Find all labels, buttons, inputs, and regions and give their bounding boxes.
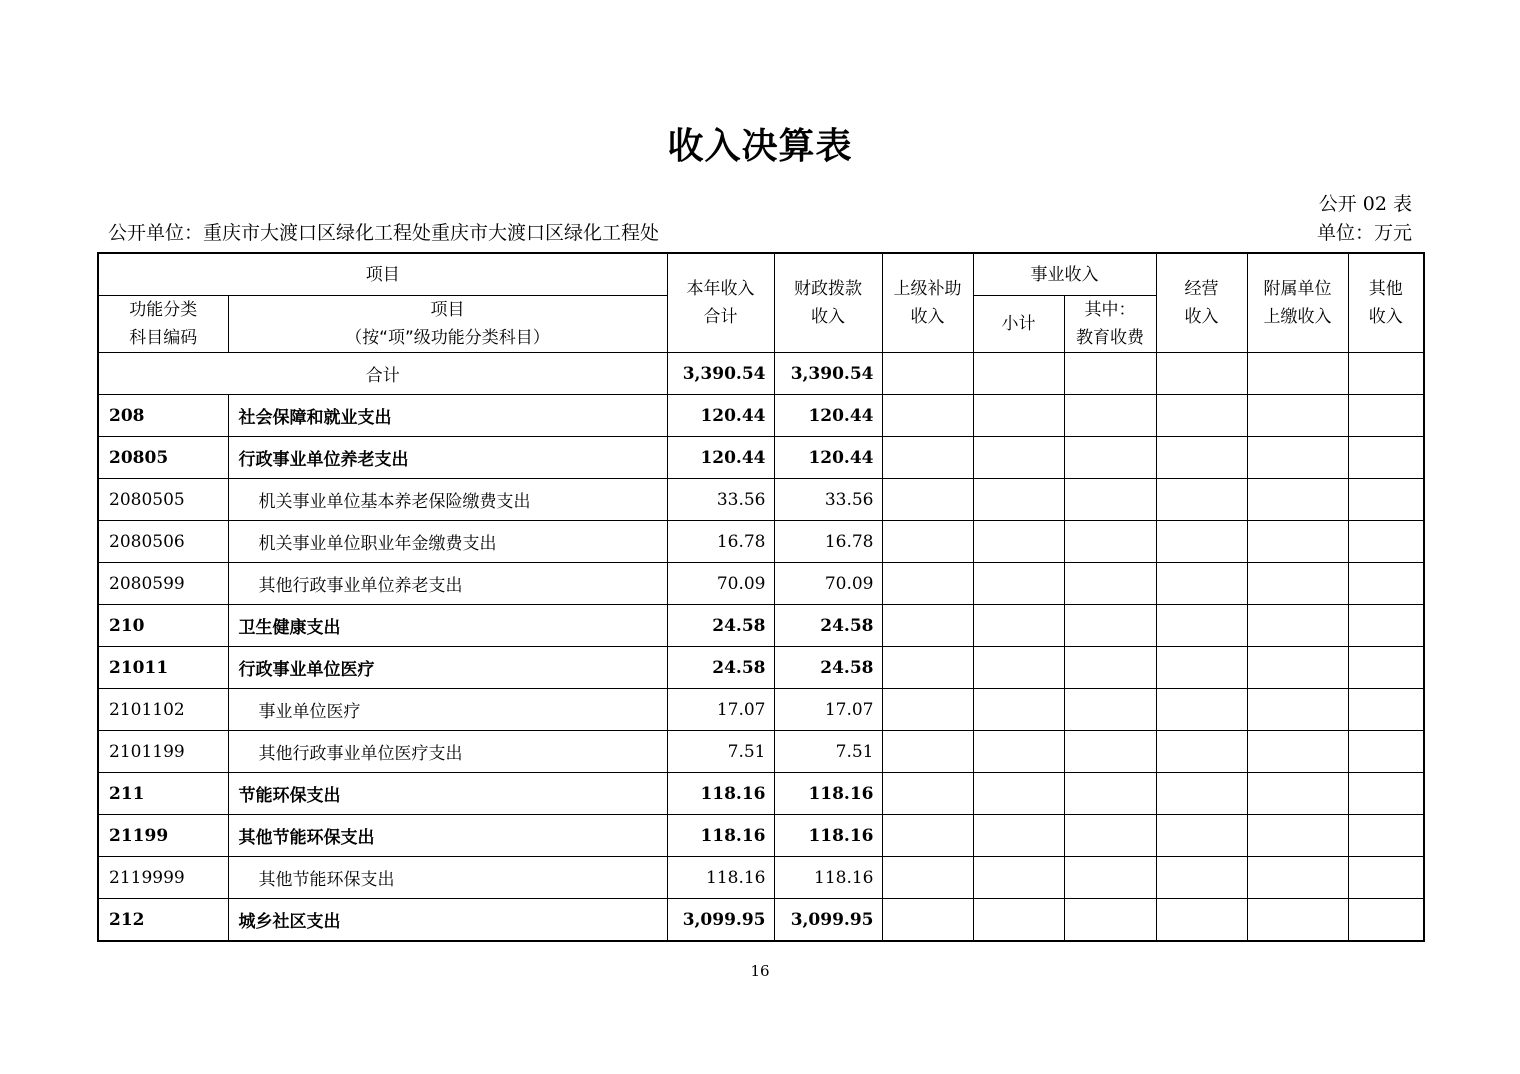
header-edu-line2: 教育收费: [1076, 328, 1144, 348]
header-fiscal-line2: 收入: [811, 307, 845, 327]
measure-unit: 单位：万元: [1316, 222, 1412, 244]
row-name: 行政事业单位养老支出: [228, 437, 667, 479]
row-fiscal: 24.58: [774, 605, 882, 647]
row-name: 节能环保支出: [228, 773, 667, 815]
row-code: 20805: [98, 437, 228, 479]
row-total-income: 118.16: [667, 773, 774, 815]
row-fiscal: 118.16: [774, 857, 882, 899]
header-other-line2: 收入: [1368, 307, 1403, 327]
table-row: [98, 689, 1424, 731]
row-total-income: 120.44: [667, 437, 774, 479]
row-name: 其他行政事业单位医疗支出: [228, 731, 667, 773]
header-item: [228, 296, 667, 353]
row-total-income: 33.56: [667, 479, 774, 521]
header-affiliated-line2: 上缴收入: [1263, 307, 1332, 327]
header-func-code-line1: 功能分类: [129, 300, 198, 320]
row-name: 事业单位医疗: [228, 689, 667, 731]
header-total-income: [667, 253, 774, 353]
table-row: [98, 773, 1424, 815]
header-operating-line1: 经营: [1184, 279, 1219, 299]
row-total-income: 118.16: [667, 815, 774, 857]
doc-code: 公开 02 表: [1318, 193, 1412, 215]
header-edu: [1064, 296, 1156, 353]
row-name: 行政事业单位医疗: [228, 647, 667, 689]
header-other-line1: 其他: [1368, 279, 1403, 299]
page-number: 16: [750, 962, 770, 980]
row-fiscal: 33.56: [774, 479, 882, 521]
row-name: 机关事业单位基本养老保险缴费支出: [228, 479, 667, 521]
row-code: 2080505: [98, 479, 228, 521]
header-affiliated: [1247, 253, 1348, 353]
table-row: [98, 563, 1424, 605]
total-income-value: 3,390.54: [667, 353, 774, 395]
row-name: 其他节能环保支出: [228, 815, 667, 857]
table-row: [98, 479, 1424, 521]
header-business: 事业收入: [973, 253, 1156, 296]
header-superior: [882, 253, 973, 353]
row-code: 2080506: [98, 521, 228, 563]
row-code: 210: [98, 605, 228, 647]
row-fiscal: 24.58: [774, 647, 882, 689]
row-code: 2080599: [98, 563, 228, 605]
table-row: [98, 899, 1424, 942]
row-name: 城乡社区支出: [228, 899, 667, 942]
header-subtotal: 小计: [973, 296, 1064, 353]
row-total-income: 120.44: [667, 395, 774, 437]
row-code: 21011: [98, 647, 228, 689]
header-func-code: [98, 296, 228, 353]
row-fiscal: 120.44: [774, 437, 882, 479]
total-label: 合计: [98, 353, 667, 395]
row-total-income: 24.58: [667, 605, 774, 647]
table-row: [98, 437, 1424, 479]
table-row: [98, 731, 1424, 773]
row-fiscal: 7.51: [774, 731, 882, 773]
header-edu-line1: 其中：: [1084, 300, 1136, 320]
row-code: 2119999: [98, 857, 228, 899]
row-total-income: 7.51: [667, 731, 774, 773]
header-fiscal-line1: 财政拨款: [794, 279, 862, 299]
header-superior-line1: 上级补助: [893, 279, 962, 299]
row-code: 21199: [98, 815, 228, 857]
table-row: [98, 395, 1424, 437]
header-operating-line2: 收入: [1184, 307, 1219, 327]
income-table: [97, 252, 1425, 942]
row-total-income: 16.78: [667, 521, 774, 563]
row-fiscal: 3,099.95: [774, 899, 882, 942]
table-row: [98, 857, 1424, 899]
header-other: [1348, 253, 1424, 353]
row-fiscal: 70.09: [774, 563, 882, 605]
row-total-income: 24.58: [667, 647, 774, 689]
row-total-income: 70.09: [667, 563, 774, 605]
row-code: 211: [98, 773, 228, 815]
header-fiscal: [774, 253, 882, 353]
header-operating: [1156, 253, 1247, 353]
row-total-income: 3,099.95: [667, 899, 774, 942]
row-code: 208: [98, 395, 228, 437]
row-name: 社会保障和就业支出: [228, 395, 667, 437]
table-row: [98, 815, 1424, 857]
header-item-line1: 项目: [430, 300, 465, 320]
header-func-code-line2: 科目编码: [129, 328, 198, 348]
row-fiscal: 16.78: [774, 521, 882, 563]
header-affiliated-line1: 附属单位: [1263, 279, 1332, 299]
header-superior-line2: 收入: [910, 307, 945, 327]
header-item-line2: （按“项”级功能分类科目）: [345, 328, 550, 348]
row-code: 2101199: [98, 731, 228, 773]
header-total-income-line1: 本年收入: [686, 279, 755, 299]
row-fiscal: 118.16: [774, 815, 882, 857]
row-code: 212: [98, 899, 228, 942]
row-name: 其他节能环保支出: [228, 857, 667, 899]
reporting-unit: 公开单位：重庆市大渡口区绿化工程处重庆市大渡口区绿化工程处: [108, 222, 660, 244]
total-fiscal-value: 3,390.54: [774, 353, 882, 395]
header-total-income-line2: 合计: [703, 307, 738, 327]
row-total-income: 118.16: [667, 857, 774, 899]
header-project: 项目: [98, 253, 667, 296]
page-title: 收入决算表: [667, 126, 853, 167]
row-total-income: 17.07: [667, 689, 774, 731]
table-row: [98, 605, 1424, 647]
total-row: [98, 353, 1424, 395]
row-fiscal: 17.07: [774, 689, 882, 731]
row-name: 卫生健康支出: [228, 605, 667, 647]
header-row-1: [98, 253, 1424, 296]
table-row: [98, 521, 1424, 563]
row-fiscal: 120.44: [774, 395, 882, 437]
row-fiscal: 118.16: [774, 773, 882, 815]
table-row: [98, 647, 1424, 689]
row-name: 其他行政事业单位养老支出: [228, 563, 667, 605]
row-name: 机关事业单位职业年金缴费支出: [228, 521, 667, 563]
row-code: 2101102: [98, 689, 228, 731]
